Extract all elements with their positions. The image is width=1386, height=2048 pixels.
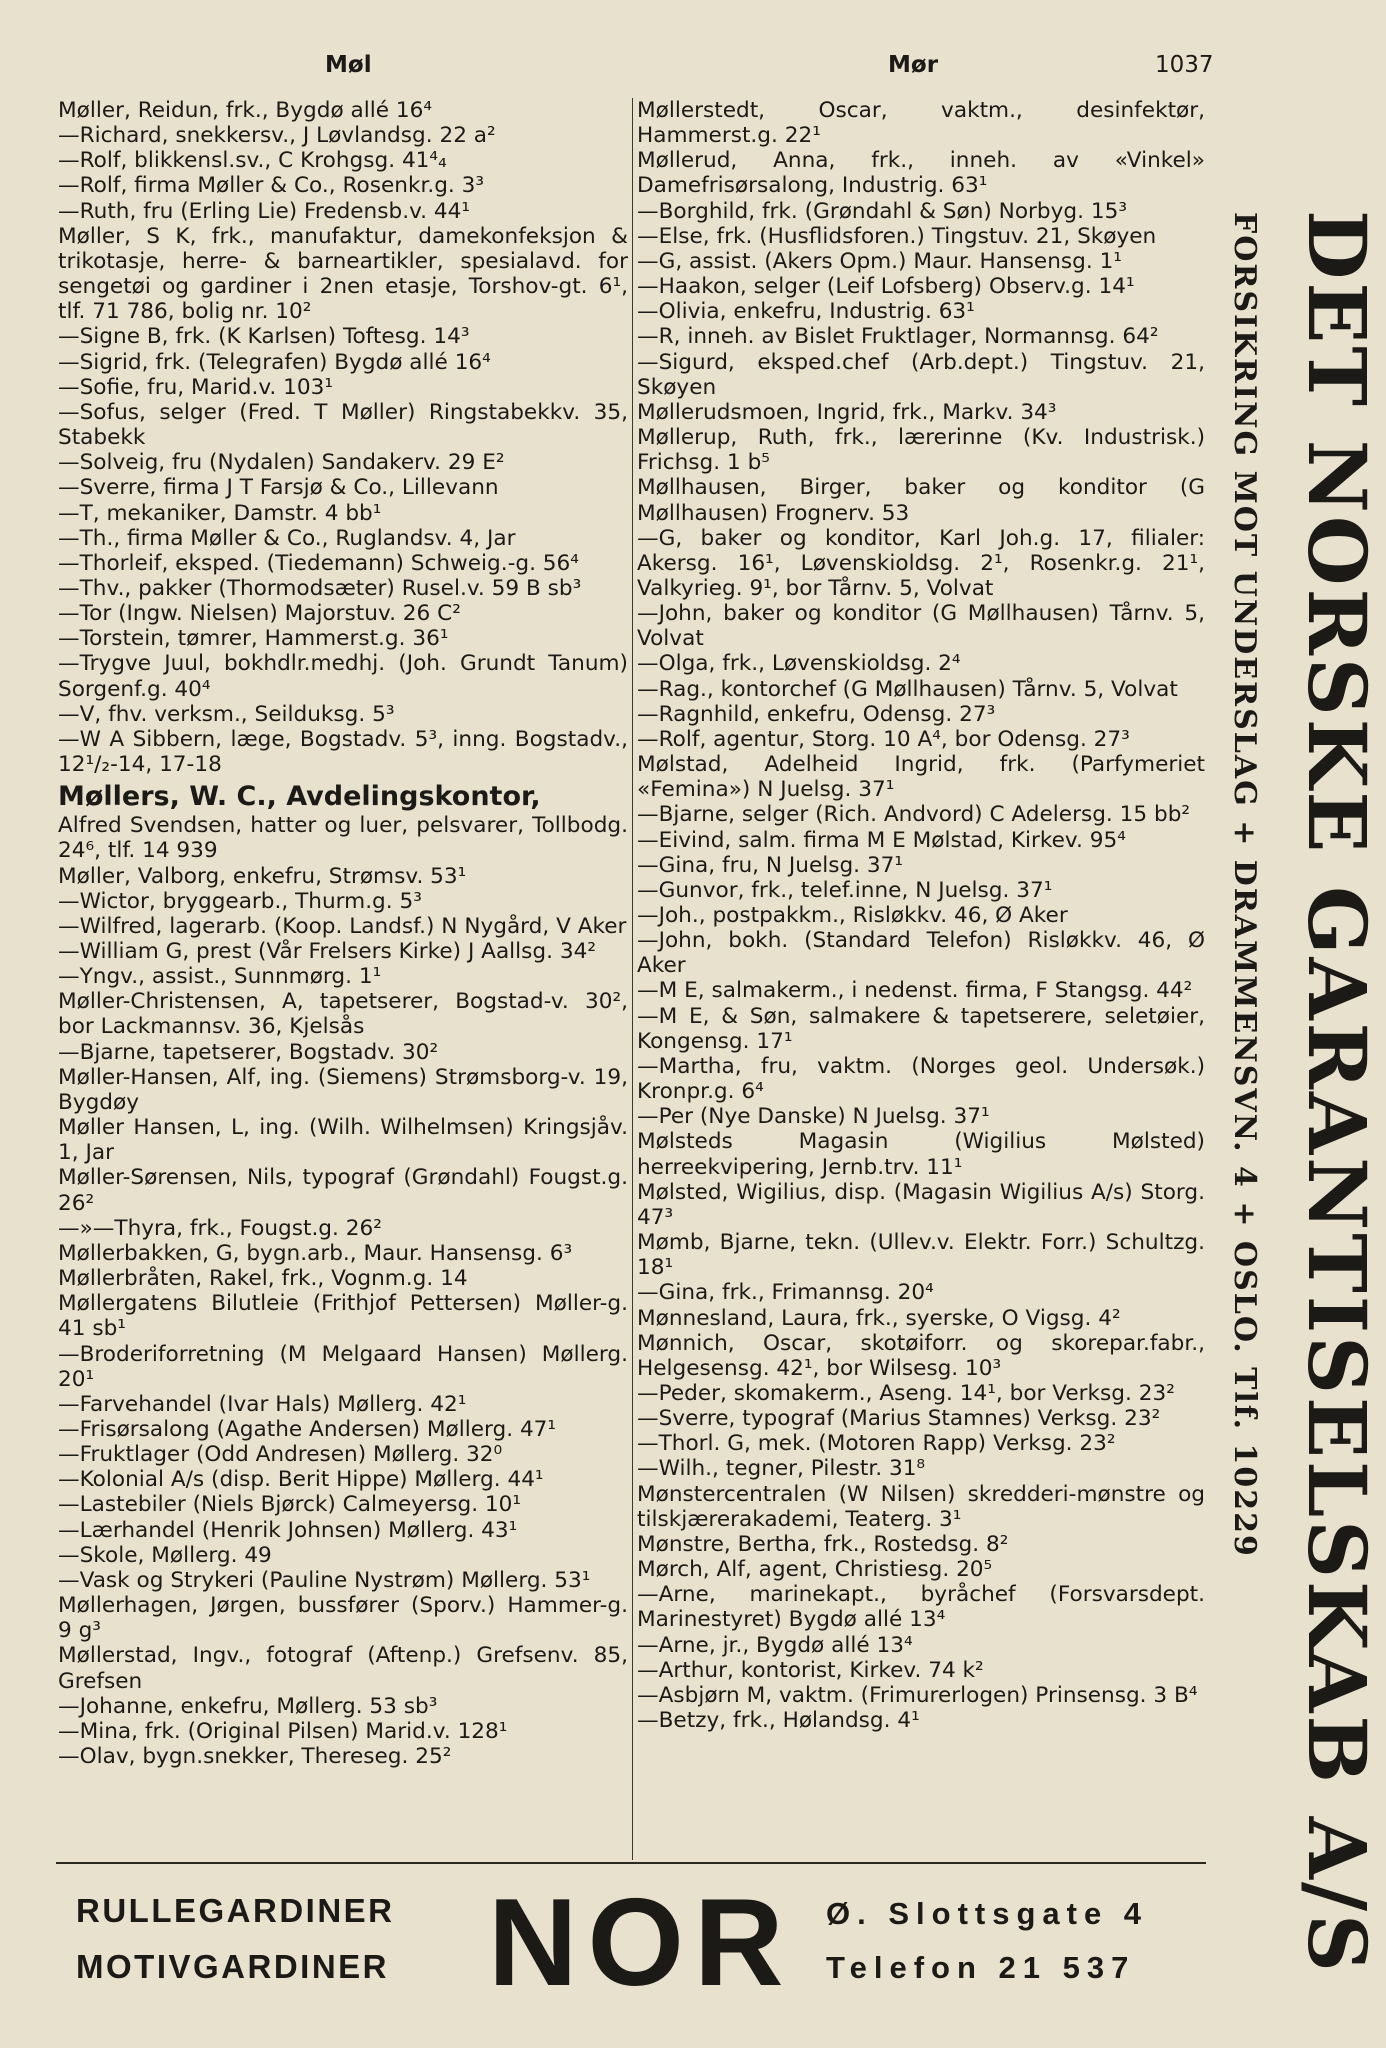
side-ad-company-name: DET NORSKE GARANTISELSKAB A/S <box>1290 210 1384 1975</box>
side-ad-details: FORSIKRING MOT UNDERSLAG + DRAMMENSVN. 4 + OSLO. Tlf. 10229 <box>1227 212 1262 1558</box>
directory-entry: —Johanne, enkefru, Møllerg. 53 sb³ <box>58 1693 438 1719</box>
directory-entry: —»—Thyra, frk., Fougst.g. 26² <box>58 1215 382 1241</box>
directory-entry: —Eivind, salm. firma M E Mølstad, Kirkev. 95⁴ <box>637 827 1126 853</box>
directory-entry: —Arne, marinekapt., byråchef (Forsvarsdept. Marinestyret) Bygdø allé 13⁴ <box>637 1582 1205 1633</box>
directory-entry: —Rolf, agentur, Storg. 10 A⁴, bor Odensg. 27³ <box>637 726 1130 752</box>
bottom-advertisement <box>0 1870 1386 2010</box>
directory-entry: —Wictor, bryggearb., Thurm.g. 5³ <box>58 888 422 914</box>
directory-entry: —Torstein, tømrer, Hammerst.g. 36¹ <box>58 626 449 652</box>
directory-entry: Mørch, Alf, agent, Christiesg. 20⁵ <box>637 1557 993 1583</box>
directory-entry: Mølsteds Magasin (Wigilius Mølsted) herreekvipering, Jernb.trv. 11¹ <box>637 1129 1205 1180</box>
directory-entry: —Ragnhild, enkefru, Odensg. 27³ <box>637 701 996 727</box>
directory-entry: Møller, Reidun, frk., Bygdø allé 16⁴ <box>58 98 433 123</box>
directory-entry: —Sofie, fru, Marid.v. 103¹ <box>58 374 334 400</box>
directory-entry: —Olga, frk., Løvenskioldsg. 2⁴ <box>637 651 961 677</box>
directory-entry: Møller-Sørensen, Nils, typograf (Grøndahl) Fougst.g. 26² <box>58 1165 628 1216</box>
directory-entry: —Farvehandel (Ivar Hals) Møllerg. 42¹ <box>58 1391 467 1417</box>
directory-entry: —Sigrid, frk. (Telegrafen) Bygdø allé 16⁴ <box>58 349 491 375</box>
directory-entry: —Yngv., assist., Sunnmørg. 1¹ <box>58 964 382 990</box>
directory-entry: —Gunvor, frk., telef.inne, N Juelsg. 37¹ <box>637 877 1053 903</box>
directory-entry: Mønstre, Bertha, frk., Rostedsg. 8² <box>637 1531 1009 1557</box>
left-column <box>58 98 628 1769</box>
directory-entry: Møllerbakken, G, bygn.arb., Maur. Hansensg. 6³ <box>58 1240 573 1266</box>
directory-entry: Mønnesland, Laura, frk., syerske, O Vigsg. 4² <box>637 1305 1121 1331</box>
directory-entry: —Sverre, typograf (Marius Stamnes) Verksg. 23² <box>637 1406 1161 1432</box>
directory-entry: —Thorl. G, mek. (Motoren Rapp) Verksg. 23² <box>637 1431 1116 1457</box>
directory-entry: —M E, & Søn, salmakere & tapetserere, seletøier, Kongensg. 17¹ <box>637 1003 1205 1054</box>
directory-entry: —Arthur, kontorist, Kirkev. 74 k² <box>637 1657 984 1683</box>
directory-entry: Møllerhagen, Jørgen, bussfører (Sporv.) Hammer-g. 9 g³ <box>58 1593 628 1644</box>
directory-entry: —Sofus, selger (Fred. T Møller) Ringstabekkv. 35, Stabekk <box>58 399 628 451</box>
directory-entry: —Lastebiler (Niels Bjørck) Calmeyersg. 10¹ <box>58 1492 522 1518</box>
directory-entry: —Asbjørn M, vaktm. (Frimurerlogen) Prinsensg. 3 B⁴ <box>637 1682 1198 1708</box>
directory-entry: —Arne, jr., Bygdø allé 13⁴ <box>637 1632 913 1658</box>
directory-entry: —R, inneh. av Bislet Fruktlager, Normannsg. 64² <box>637 324 1159 350</box>
directory-entry: —Borghild, frk. (Grøndahl & Søn) Norbyg. 15³ <box>637 198 1127 224</box>
directory-entry: —Gina, frk., Frimannsg. 20⁴ <box>637 1280 934 1306</box>
directory-entry: —M E, salmakerm., i nedenst. firma, F Stangsg. 44² <box>637 978 1193 1004</box>
directory-entry: —Tor (Ingw. Nielsen) Majorstuv. 26 C² <box>58 601 461 627</box>
directory-entry: —Kolonial A/s (disp. Berit Hippe) Møllerg. 44¹ <box>58 1467 544 1493</box>
directory-entry: —Thorleif, eksped. (Tiedemann) Schweig.-g. 56⁴ <box>58 550 579 576</box>
directory-entry: Mømb, Bjarne, tekn. (Ullev.v. Elektr. Forr.) Schultzg. 18¹ <box>637 1230 1205 1281</box>
directory-entry: Møllerup, Ruth, frk., lærerinne (Kv. Industrisk.) Frichsg. 1 b⁵ <box>637 425 1205 476</box>
directory-entry: —W A Sibbern, læge, Bogstadv. 5³, inng. Bogstadv., 12¹/₂-14, 17-18 <box>58 726 628 778</box>
bottom-ad-rule <box>56 1862 1206 1864</box>
directory-entry: Møllerudsmoen, Ingrid, frk., Markv. 34³ <box>637 399 1057 425</box>
directory-entry: —Mina, frk. (Original Pilsen) Marid.v. 128¹ <box>58 1718 508 1744</box>
ad-brand: NOR <box>488 1874 794 2012</box>
header-center-keyword: Mør <box>888 52 939 78</box>
directory-entry: Møller-Hansen, Alf, ing. (Siemens) Strømsborg-v. 19, Bygdøy <box>58 1064 628 1115</box>
directory-entry: —Thv., pakker (Thormodsæter) Rusel.v. 59 B sb³ <box>58 575 582 601</box>
page-header <box>0 52 1386 92</box>
directory-entry: —Broderiforretning (M Melgaard Hansen) Møllerg. 20¹ <box>58 1341 628 1392</box>
directory-entry: —Signe B, frk. (K Karlsen) Toftesg. 14³ <box>58 324 470 350</box>
directory-entry: —William G, prest (Vår Frelsers Kirke) J Aallsg. 34² <box>58 939 596 964</box>
directory-entry: —Martha, fru, vaktm. (Norges geol. Undersøk.) Kronpr.g. 6⁴ <box>637 1053 1205 1105</box>
directory-entry: —Wilh., tegner, Pilestr. 31⁸ <box>637 1456 926 1482</box>
ad-left-line2: MOTIVGARDINER <box>76 1948 389 1985</box>
directory-entry: Møller Hansen, L, ing. (Wilh. Wilhelmsen) Kringsjåv. 1, Jar <box>58 1115 628 1166</box>
directory-entry: —Joh., postpakkm., Risløkkv. 46, Ø Aker <box>637 903 1068 928</box>
directory-entry: Møllerbråten, Rakel, frk., Vognm.g. 14 <box>58 1266 468 1292</box>
directory-entry: Mølstad, Adelheid Ingrid, frk. (Parfymeriet «Femina») N Juelsg. 37¹ <box>637 752 1205 803</box>
directory-entry: Møller, Valborg, enkefru, Strømsv. 53¹ <box>58 863 467 889</box>
directory-entry: —Frisørsalong (Agathe Andersen) Møllerg. 47¹ <box>58 1416 557 1442</box>
directory-entry: —Bjarne, tapetserer, Bogstadv. 30² <box>58 1039 439 1065</box>
directory-entry: —Sigurd, eksped.chef (Arb.dept.) Tingstuv. 21, Skøyen <box>637 349 1205 400</box>
directory-entry: —Peder, skomakerm., Aseng. 14¹, bor Verksg. 23² <box>637 1380 1175 1406</box>
directory-entry: —Trygve Juul, bokhdlr.medhj. (Joh. Grundt Tanum) Sorgenf.g. 40⁴ <box>58 651 628 702</box>
directory-entry: Mønnich, Oscar, skotøiforr. og skorepar.fabr., Helgesensg. 42¹, bor Wilsesg. 10³ <box>637 1330 1205 1381</box>
directory-entry: —John, bokh. (Standard Telefon) Risløkkv. 46, Ø Aker <box>637 928 1205 979</box>
directory-entry: —Ruth, fru (Erling Lie) Fredensb.v. 44¹ <box>58 198 471 224</box>
directory-entry: —Fruktlager (Odd Andresen) Møllerg. 32⁰ <box>58 1442 503 1468</box>
directory-entry: —Betzy, frk., Hølandsg. 4¹ <box>637 1708 920 1733</box>
directory-entry: Møllerud, Anna, frk., inneh. av «Vinkel» Damefrisørsalong, Industrig. 63¹ <box>637 148 1205 199</box>
directory-entry: Møller-Christensen, A, tapetserer, Bogstad-v. 30², bor Lackmannsv. 36, Kjelsås <box>58 989 628 1040</box>
directory-entry: —Rolf, firma Møller & Co., Rosenkr.g. 3³ <box>58 173 485 199</box>
directory-entry: Møllers, W. C., Avdelingskontor, <box>58 781 541 813</box>
directory-entry: —Else, frk. (Husflidsforen.) Tingstuv. 21, Skøyen <box>637 223 1157 249</box>
directory-entry: —G, baker og konditor, Karl Joh.g. 17, filialer: Akersg. 16¹, Løvenskioldsg. 2¹, Rosenkr.g. 21¹, Valkyrieg. 9¹, bor Tårnv. 5, Volvat <box>637 525 1205 601</box>
ad-left-line1: RULLEGARDINER <box>76 1892 395 1929</box>
directory-entry: —Richard, snekkersv., J Løvlandsg. 22 a² <box>58 123 496 149</box>
directory-entry: Møllergatens Bilutleie (Frithjof Pettersen) Møller-g. 41 sb¹ <box>58 1291 628 1342</box>
directory-entry: —Gina, fru, N Juelsg. 37¹ <box>637 852 904 878</box>
directory-entry: —Lærhandel (Henrik Johnsen) Møllerg. 43¹ <box>58 1517 518 1543</box>
directory-entry: —V, fhv. verksm., Seilduksg. 5³ <box>58 701 395 727</box>
directory-entry: —Bjarne, selger (Rich. Andvord) C Adelersg. 15 bb² <box>637 802 1191 828</box>
directory-entry: —Per (Nye Danske) N Juelsg. 37¹ <box>637 1104 990 1130</box>
directory-entry: —G, assist. (Akers Opm.) Maur. Hansensg. 1¹ <box>637 248 1122 274</box>
directory-entry: —Sverre, firma J T Farsjø & Co., Lillevann <box>58 475 499 501</box>
page-number: 1037 <box>1155 52 1214 78</box>
directory-entry: Alfred Svendsen, hatter og luer, pelsvarer, Tollbodg. 24⁶, tlf. 14 939 <box>58 813 628 864</box>
directory-entry: —T, mekaniker, Damstr. 4 bb¹ <box>58 500 382 526</box>
directory-entry: —Rolf, blikkensl.sv., C Krohgsg. 41⁴₄ <box>58 148 447 174</box>
directory-entry: —Olivia, enkefru, Industrig. 63¹ <box>637 299 975 325</box>
directory-entry: —Haakon, selger (Leif Lofsberg) Observ.g. 14¹ <box>637 274 1135 300</box>
directory-entry: —Wilfred, lagerarb. (Koop. Landsf.) N Nygård, V Aker <box>58 913 627 939</box>
directory-entry: —Skole, Møllerg. 49 <box>58 1542 272 1568</box>
directory-entry: —Vask og Strykeri (Pauline Nystrøm) Møllerg. 53¹ <box>58 1567 591 1593</box>
directory-entry: Mønstercentralen (W Nilsen) skredderi-mønstre og tilskjærerakademi, Teaterg. 3¹ <box>637 1481 1205 1532</box>
directory-entry: —John, baker og konditor (G Møllhausen) Tårnv. 5, Volvat <box>637 601 1205 652</box>
directory-entry: Møllerstad, Ingv., fotograf (Aftenp.) Grefsenv. 85, Grefsen <box>58 1643 628 1694</box>
directory-entry: —Solveig, fru (Nydalen) Sandakerv. 29 E² <box>58 450 505 476</box>
directory-entry: Møller, S K, frk., manufaktur, damekonfeksjon & trikotasje, herre- & barneartikler, spesialavd. for sengetøi og gardiner i 2nen etasje, Torshov-gt. 6¹, tlf. 71 786, bolig nr. 10² <box>58 223 628 325</box>
directory-entry: Møllerstedt, Oscar, vaktm., desinfektør, Hammerst.g. 22¹ <box>637 98 1205 149</box>
directory-entry: —Olav, bygn.snekker, Thereseg. 25² <box>58 1744 452 1769</box>
ad-telephone: Telefon 21 537 <box>826 1950 1136 1985</box>
directory-entry: —Th., firma Møller & Co., Ruglandsv. 4, Jar <box>58 525 516 551</box>
directory-entry: —Rag., kontorchef (G Møllhausen) Tårnv. 5, Volvat <box>637 676 1178 702</box>
directory-entry: Mølsted, Wigilius, disp. (Magasin Wigilius A/s) Storg. 47³ <box>637 1179 1205 1230</box>
header-left-keyword: Møl <box>325 52 372 78</box>
column-divider <box>632 98 633 1860</box>
directory-entry: Møllhausen, Birger, baker og konditor (G Møllhausen) Frognerv. 53 <box>637 475 1205 526</box>
right-column <box>637 98 1205 1733</box>
ad-address: Ø. Slottsgate 4 <box>826 1896 1149 1931</box>
